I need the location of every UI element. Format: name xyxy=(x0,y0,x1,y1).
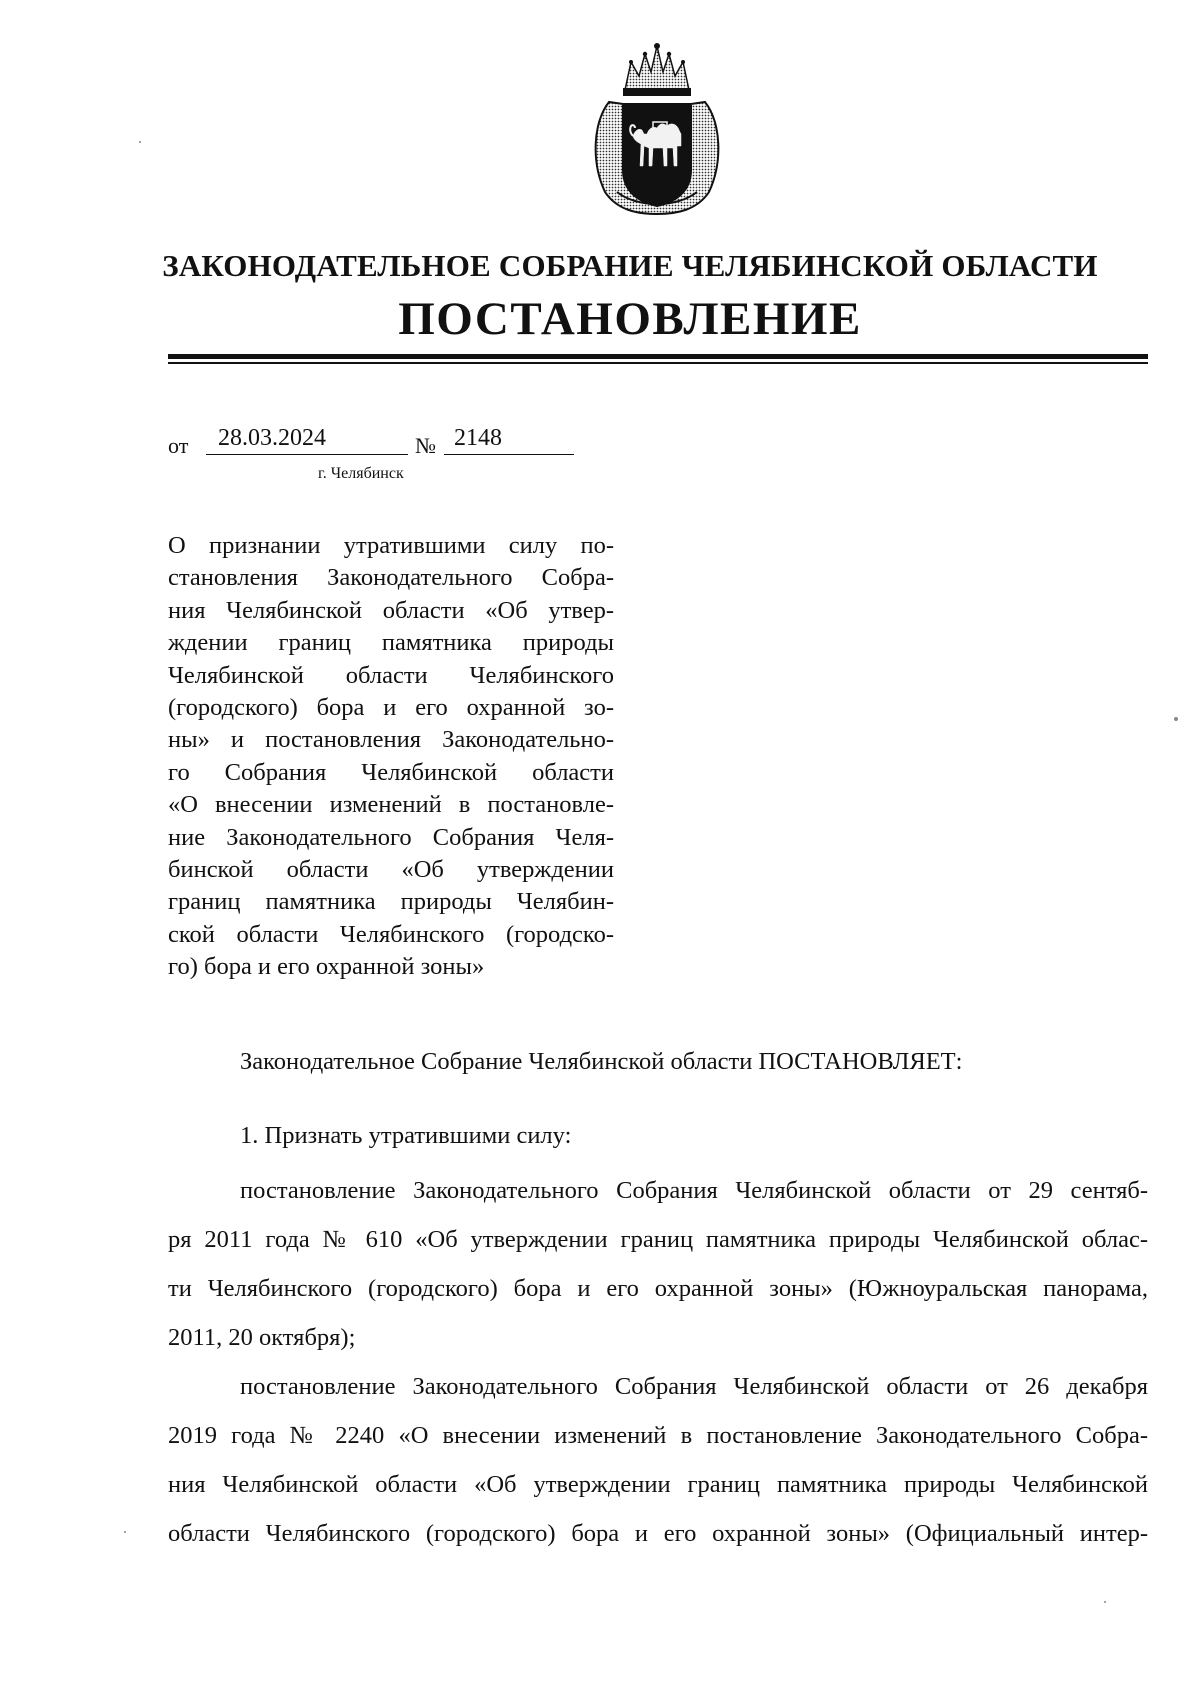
subject-line: ны» и постановления Законодательно- xyxy=(168,726,614,754)
scan-speck xyxy=(124,1531,126,1533)
date-label: от xyxy=(168,433,189,458)
paragraph-2 xyxy=(168,1362,1148,1558)
subject-line: (городского) бора и его охранной зо- xyxy=(168,694,614,722)
subject-line: О признании утратившими силу по- xyxy=(168,532,614,559)
crown-icon xyxy=(623,43,691,96)
paragraph-1 xyxy=(168,1166,1148,1362)
header-rule-thin xyxy=(168,362,1148,364)
paragraph-line: области Челябинского (городского) бора и его охранной зоны» (Официальный интер- xyxy=(168,1520,1148,1547)
subject-line: «О внесении изменений в постановле- xyxy=(168,791,614,819)
subject-line: ской области Челябинского (городско- xyxy=(168,920,614,948)
item-1-heading: 1. Признать утратившими силу: xyxy=(240,1122,572,1149)
subject-line: ждении границ памятника природы xyxy=(168,629,614,657)
enacting-clause: Законодательное Собрание Челябинской области ПОСТАНОВЛЯЕТ: xyxy=(240,1048,963,1075)
subject-line: границ памятника природы Челябин- xyxy=(168,888,614,916)
city-name: г. Челябинск xyxy=(318,465,404,482)
scan-speck xyxy=(1104,1601,1106,1603)
document-type-title: ПОСТАНОВЛЕНИЕ xyxy=(398,293,862,345)
scan-speck xyxy=(139,141,141,143)
subject-line: Челябинской области Челябинского xyxy=(168,661,614,689)
paragraph-line: 2019 года № 2240 «О внесении изменений в постановление Законодательного Собра- xyxy=(168,1422,1148,1449)
paragraph-line: постановление Законодательного Собрания Челябинской области от 26 декабря xyxy=(240,1373,1148,1400)
subject-line: ние Законодательного Собрания Челя- xyxy=(168,823,614,851)
paragraph-line: ти Челябинского (городского) бора и его охранной зоны» (Южноуральская панорама, xyxy=(168,1275,1148,1302)
subject-line: ния Челябинской области «Об утвер- xyxy=(168,596,614,624)
document-subject xyxy=(168,530,614,984)
subject-line: го) бора и его охранной зоны» xyxy=(168,953,485,981)
chelyabinsk-oblast-coat-of-arms-icon xyxy=(587,42,727,217)
paragraph-line: ния Челябинской области «Об утверждении границ памятника природы Челябинской xyxy=(168,1471,1148,1498)
scan-speck xyxy=(1174,717,1178,721)
paragraph-line: постановление Законодательного Собрания Челябинской области от 29 сентяб- xyxy=(240,1177,1148,1204)
organization-title: ЗАКОНОДАТЕЛЬНОЕ СОБРАНИЕ ЧЕЛЯБИНСКОЙ ОБЛАСТИ xyxy=(162,248,1098,283)
paragraph-line: ря 2011 года № 610 «Об утверждении границ памятника природы Челябинской облас- xyxy=(168,1226,1148,1253)
subject-line: бинской области «Об утверждении xyxy=(168,856,614,884)
number-label: № xyxy=(415,433,436,458)
paragraph-line: 2011, 20 октября); xyxy=(168,1324,356,1351)
document-number: 2148 xyxy=(444,425,574,455)
header-rule-thick xyxy=(168,354,1148,359)
document-date: 28.03.2024 xyxy=(206,425,408,455)
subject-line: го Собрания Челябинской области xyxy=(168,758,614,786)
subject-line: становления Законодательного Собра- xyxy=(168,564,614,592)
